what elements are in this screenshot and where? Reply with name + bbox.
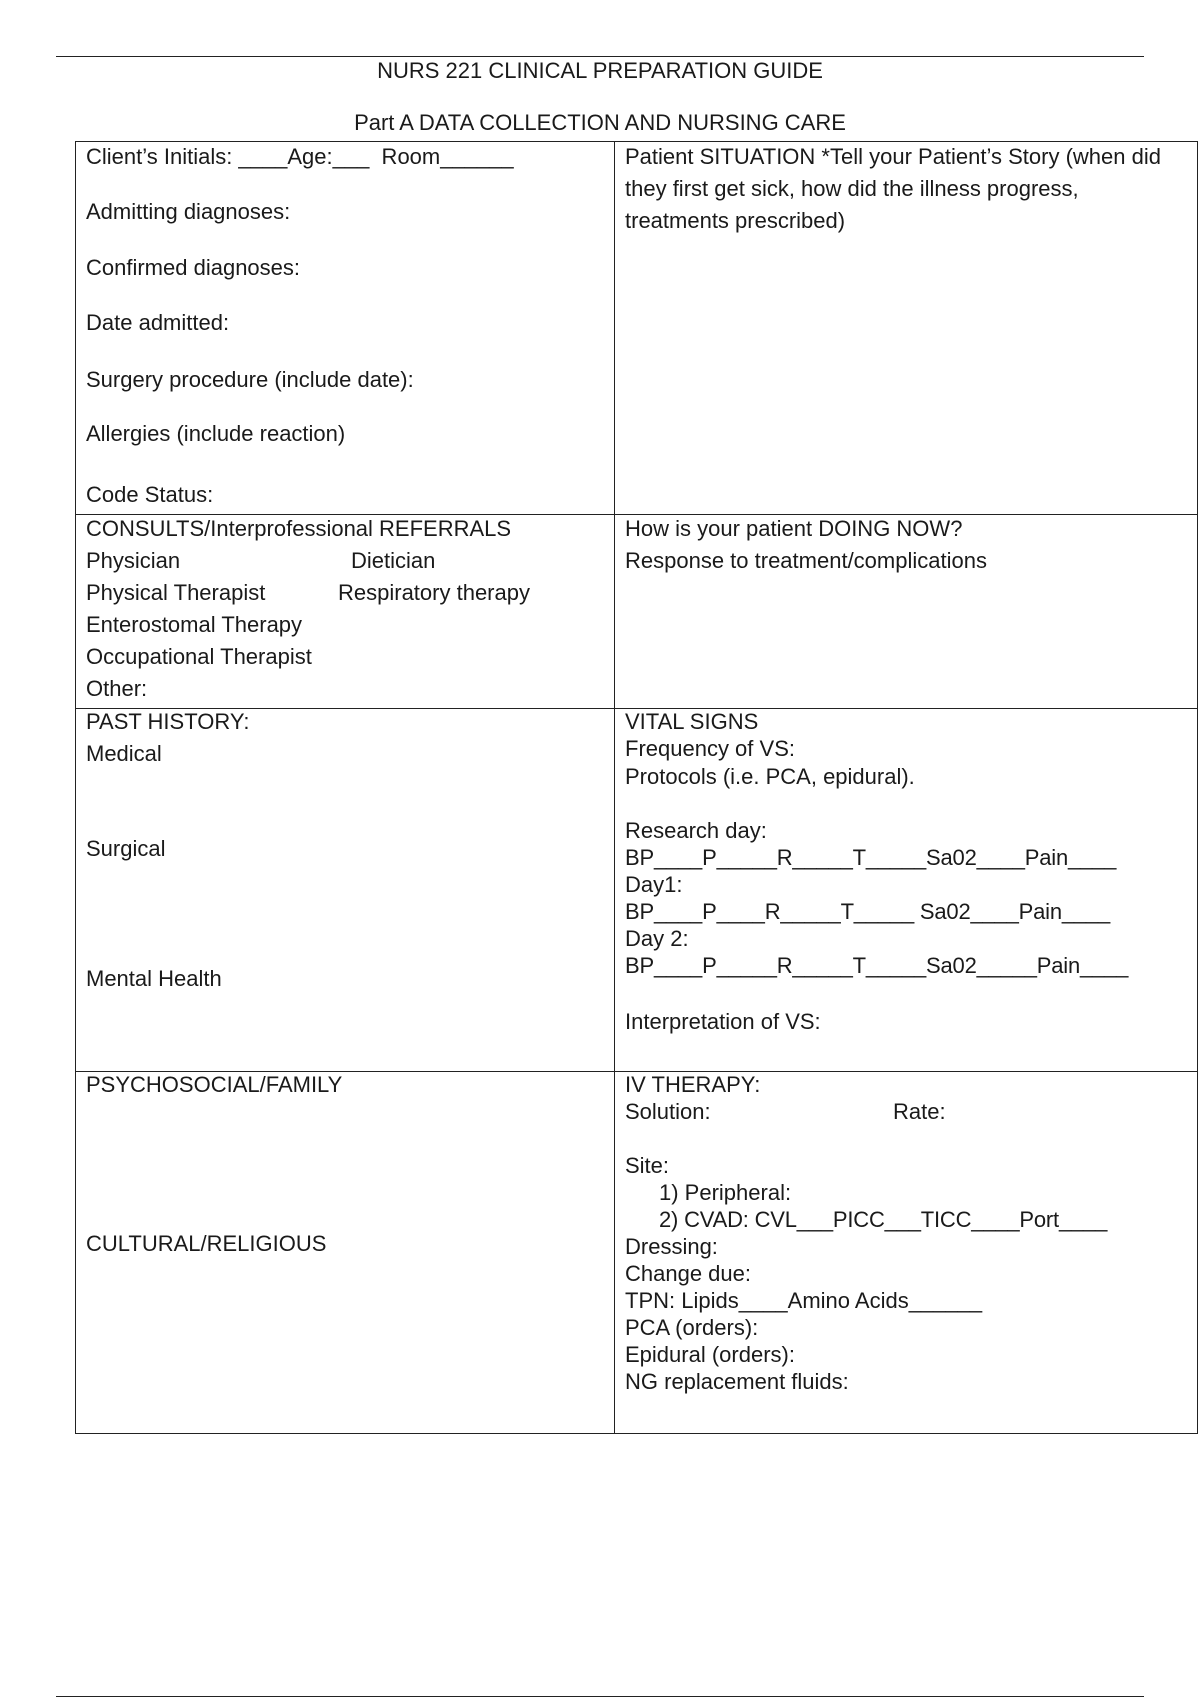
day2-label: Day 2: (625, 926, 689, 951)
iv-cvad-line: 2) CVAD: CVL___PICC___TICC____Port____ (659, 1207, 1108, 1232)
consults-heading: CONSULTS/Interprofessional REFERRALS (86, 516, 512, 541)
confirmed-diagnoses-label: Confirmed diagnoses: (86, 255, 301, 280)
doing-now-heading: How is your patient DOING NOW? (625, 516, 963, 541)
consult-occupational-therapist: Occupational Therapist (86, 644, 312, 669)
day1-vs-line: BP____P____R_____T_____ Sa02____Pain____ (625, 899, 1110, 924)
date-admitted-label: Date admitted: (86, 310, 230, 335)
allergies-label: Allergies (include reaction) (86, 421, 346, 446)
patient-situation-cell (615, 142, 1198, 515)
document-subtitle: Part A DATA COLLECTION AND NURSING CARE (354, 110, 846, 135)
mental-health-label: Mental Health (86, 966, 222, 991)
client-initials-line: Client’s Initials: ____Age:___ Room______ (86, 144, 514, 169)
bottom-rule (56, 1696, 1144, 1697)
consult-physician: Physician (86, 548, 181, 573)
surgical-history-label: Surgical (86, 836, 166, 861)
patient-situation-text: Patient SITUATION *Tell your Patient’s Story (when did they first get sick, how did the illness progress, treatments prescribed) (625, 144, 1161, 233)
psychosocial-cell (76, 1072, 615, 1434)
surgery-procedure-label: Surgery procedure (include date): (86, 367, 414, 392)
vs-interpretation-label: Interpretation of VS: (625, 1009, 821, 1034)
iv-dressing-label: Dressing: (625, 1234, 718, 1259)
document-title: NURS 221 CLINICAL PREPARATION GUIDE (377, 58, 823, 83)
iv-change-due-label: Change due: (625, 1261, 751, 1286)
iv-peripheral-label: 1) Peripheral: (659, 1180, 792, 1205)
iv-solution-label: Solution: (625, 1099, 711, 1124)
research-day-vs-line: BP____P_____R_____T_____Sa02____Pain____ (625, 845, 1117, 870)
top-rule (56, 56, 1144, 57)
vs-protocols-label: Protocols (i.e. PCA, epidural). (625, 764, 915, 789)
code-status-label: Code Status: (86, 482, 214, 507)
consults-cell (76, 515, 615, 709)
consult-dietician: Dietician (351, 548, 436, 573)
iv-rate-label: Rate: (893, 1099, 946, 1124)
table-row-history (76, 709, 1198, 1072)
epidural-orders-label: Epidural (orders): (625, 1342, 795, 1367)
client-info-cell (76, 142, 615, 515)
iv-therapy-heading: IV THERAPY: (625, 1072, 761, 1097)
preparation-form-table (75, 141, 1198, 1434)
consult-physical-therapist: Physical Therapist (86, 580, 266, 605)
ng-replacement-label: NG replacement fluids: (625, 1369, 849, 1394)
table-row-consults (76, 515, 1198, 709)
iv-therapy-cell (615, 1072, 1198, 1434)
consult-other: Other: (86, 676, 148, 701)
table-row-psychosocial (76, 1072, 1198, 1434)
iv-site-label: Site: (625, 1153, 670, 1178)
research-day-label: Research day: (625, 818, 767, 843)
tpn-line: TPN: Lipids____Amino Acids______ (625, 1288, 983, 1313)
psychosocial-family-heading: PSYCHOSOCIAL/FAMILY (86, 1072, 343, 1097)
pca-orders-label: PCA (orders): (625, 1315, 759, 1340)
vital-signs-heading: VITAL SIGNS (625, 709, 759, 734)
vs-frequency-label: Frequency of VS: (625, 736, 795, 761)
doing-now-cell (615, 515, 1198, 709)
table-row-client (76, 142, 1198, 515)
day2-vs-line: BP____P_____R_____T_____Sa02_____Pain____ (625, 953, 1129, 978)
medical-history-label: Medical (86, 741, 162, 766)
past-history-cell (76, 709, 615, 1072)
cultural-religious-heading: CULTURAL/RELIGIOUS (86, 1231, 327, 1256)
consult-enterostomal-therapy: Enterostomal Therapy (86, 612, 303, 637)
response-to-treatment-label: Response to treatment/complications (625, 548, 987, 573)
day1-label: Day1: (625, 872, 683, 897)
vital-signs-cell (615, 709, 1198, 1072)
admitting-diagnoses-label: Admitting diagnoses: (86, 199, 291, 224)
consult-respiratory-therapy: Respiratory therapy (338, 580, 530, 605)
past-history-heading: PAST HISTORY: (86, 709, 250, 734)
